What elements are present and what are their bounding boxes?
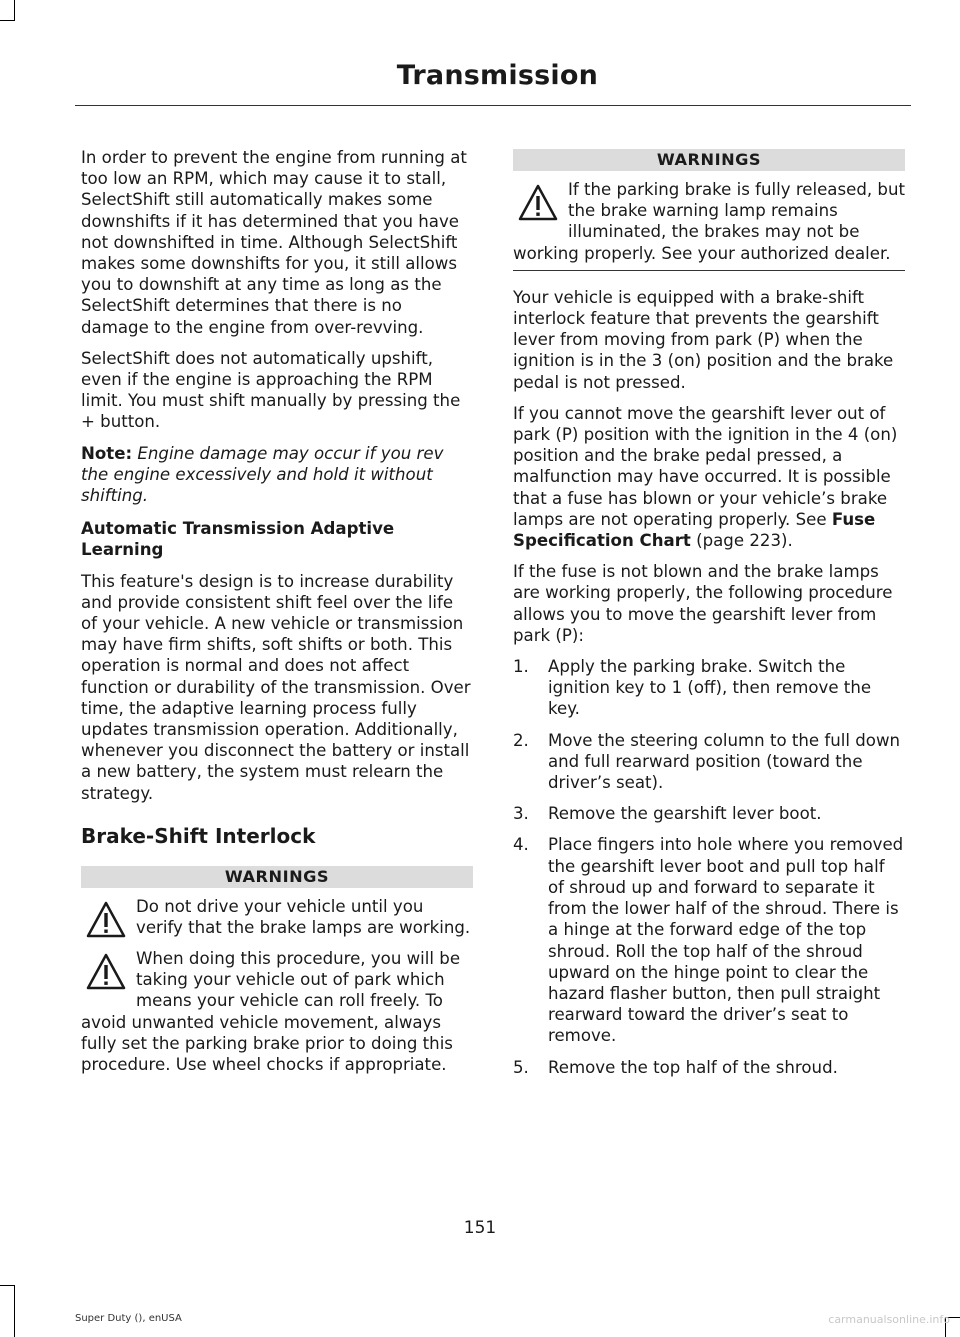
step-text: Apply the parking brake. Switch the ignition key to 1 (off), then remove the key. <box>548 657 872 719</box>
procedure-steps <box>513 656 905 1078</box>
warnings-header: WARNINGS <box>81 866 473 888</box>
paragraph <box>513 403 905 551</box>
warning-triangle-icon <box>518 183 558 223</box>
list-item <box>513 730 905 794</box>
list-item <box>513 1057 905 1078</box>
warning-item <box>513 179 905 264</box>
section-heading-brake-shift-interlock: Brake-Shift Interlock <box>81 823 316 848</box>
watermark: carmanualsonline.info <box>828 1313 950 1326</box>
page-number: 151 <box>463 1218 497 1238</box>
left-column <box>81 147 473 1081</box>
note-label: Note: <box>81 443 133 463</box>
header-divider <box>75 105 911 106</box>
crop-mark <box>14 1285 15 1337</box>
paragraph: This feature's design is to increase durability and provide consistent shift feel over the life of your vehicle. A new vehicle or transmission may have firm shifts, soft shifts or both. This operation is normal and does not affect function or durability of the transmission. Over time, the adaptive learning process fully updates transmission operation. Additionally, whenever you disconnect the battery or install a new battery, the system must relearn the strategy. <box>81 571 471 803</box>
note <box>81 443 473 507</box>
warning-text: Do not drive your vehicle until you verify that the brake lamps are working. <box>136 896 471 938</box>
fuse-chart-link[interactable]: Fuse Specification Chart <box>513 509 876 551</box>
note-text: Engine damage may occur if you rev the engine excessively and hold it without shifting. <box>81 443 444 506</box>
step-number: 2. <box>513 730 529 750</box>
step-number: 4. <box>513 835 529 855</box>
list-item <box>513 803 905 824</box>
crop-mark <box>14 0 15 20</box>
right-column <box>513 149 905 1088</box>
warning-item <box>81 948 473 1075</box>
step-number: 5. <box>513 1057 529 1077</box>
page-title: Transmission <box>396 60 598 91</box>
step-text: Move the steering column to the full down and full rearward position (toward the driver’s seat). <box>548 730 901 793</box>
paragraph: SelectShift does not automatically upshift, even if the engine is approaching the RPM limit. You must shift manually by pressing the + button. <box>81 348 461 432</box>
paragraph-text: If you cannot move the gearshift lever out of park (P) position with the ignition in the 4 (on) position and the brake pedal pressed, a malfunction may have occurred. It is possible that a fuse has blown or your vehicle’s brake lamps are not operating properly. See <box>513 403 898 529</box>
paragraph: Your vehicle is equipped with a brake-shift interlock feature that prevents the gearshift lever from moving from park (P) when the ignition is in the 3 (on) position and the brake pedal is not pressed. <box>513 287 894 392</box>
step-text: Remove the gearshift lever boot. <box>548 804 822 824</box>
paragraph-text: (page 223). <box>690 531 793 551</box>
warning-item <box>81 896 473 942</box>
step-text: Place fingers into hole where you removed the gearshift lever boot and pull top half of shroud up and forward to separate it from the lower half of the shroud. There is a hinge at the forward edge of the top shroud. Roll the top half of the shroud upward on the hinge point to clear the hazard flasher button, then pull straight rearward toward the driver’s seat to remove. <box>548 835 904 1046</box>
section-heading-adaptive-learning: Automatic Transmission Adaptive Learning <box>81 519 395 560</box>
footer-text: Super Duty (), enUSA <box>75 1313 182 1324</box>
warning-triangle-icon <box>86 952 126 992</box>
warning-triangle-icon <box>86 900 126 940</box>
step-number: 1. <box>513 657 529 677</box>
crop-mark <box>0 20 15 21</box>
warning-text: When doing this procedure, you will be taking your vehicle out of park which means your vehicle can roll freely. To avoid unwanted vehicle movement, always fully set the parking brake prior to doing this procedure. Use wheel chocks if appropriate. <box>81 948 461 1074</box>
warning-text: If the parking brake is fully released, but the brake warning lamp remains illuminated, the brakes may not be working properly. See your authorized dealer. <box>513 180 905 263</box>
list-item <box>513 834 905 1046</box>
list-item <box>513 656 905 720</box>
step-number: 3. <box>513 804 529 824</box>
paragraph: If the fuse is not blown and the brake lamps are working properly, the following procedure allows you to move the gearshift lever from park (P): <box>513 562 893 645</box>
warnings-header: WARNINGS <box>513 149 905 171</box>
crop-mark <box>0 1285 15 1286</box>
step-text: Remove the top half of the shroud. <box>548 1057 838 1077</box>
paragraph: In order to prevent the engine from running at too low an RPM, which may cause it to stall, SelectShift still automatically makes some downshifts if it has determined that you have not downshifted in time. Although SelectShift makes some downshifts for you, it still allows you to downshift at any time as long as the SelectShift determines that there is no damage to the engine from over-revving. <box>81 148 467 337</box>
warnings-end-divider <box>513 270 905 271</box>
